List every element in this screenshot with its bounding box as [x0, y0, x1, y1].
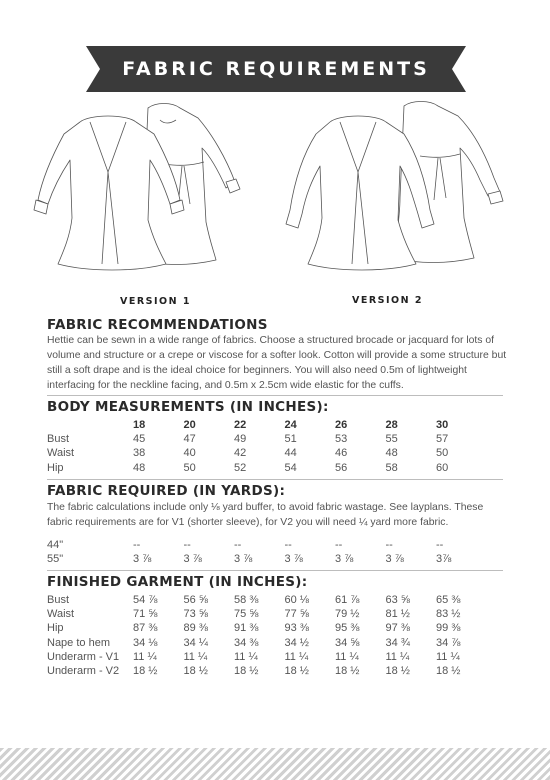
- row-label: Hip: [47, 622, 64, 635]
- table-cell: 44: [284, 447, 297, 460]
- table-cell: 38: [133, 447, 146, 460]
- row-label: Waist: [47, 608, 75, 621]
- row-label: Underarm - V2: [47, 665, 120, 678]
- finished-garment-table: [47, 593, 487, 678]
- table-row: [47, 432, 487, 446]
- size-header-row: [47, 418, 487, 432]
- table-cell: 47: [183, 433, 196, 446]
- table-cell: 34 ⅛: [133, 636, 158, 649]
- divider: [47, 570, 503, 571]
- divider: [47, 395, 503, 396]
- table-cell: 11 ¼: [284, 650, 309, 663]
- size-header: 22: [234, 419, 247, 432]
- table-cell: --: [234, 539, 242, 552]
- table-cell: 56 ⅝: [183, 594, 208, 607]
- table-row: [47, 664, 487, 678]
- table-cell: 71 ⅝: [133, 608, 158, 621]
- table-cell: 54 ⅞: [133, 594, 158, 607]
- row-label: Waist: [47, 447, 75, 460]
- table-cell: 11 ¼: [385, 650, 410, 663]
- table-cell: 63 ⅝: [385, 594, 410, 607]
- table-cell: 3 ⅞: [284, 553, 303, 566]
- size-header: 18: [133, 419, 146, 432]
- table-cell: 18 ½: [436, 665, 461, 678]
- table-cell: 65 ⅜: [436, 594, 461, 607]
- table-cell: 18 ½: [234, 665, 259, 678]
- table-cell: 34 ½: [284, 636, 309, 649]
- table-cell: 11 ¼: [183, 650, 208, 663]
- table-cell: 42: [234, 447, 247, 460]
- size-header: 28: [385, 419, 398, 432]
- row-label: 44": [47, 539, 64, 552]
- row-label: Nape to hem: [47, 636, 110, 649]
- table-row: [47, 461, 487, 475]
- table-cell: 51: [284, 433, 297, 446]
- table-cell: 52: [234, 461, 247, 474]
- table-cell: --: [436, 539, 444, 552]
- table-cell: 87 ⅜: [133, 622, 158, 635]
- table-row: [47, 636, 487, 650]
- table-cell: 34 ¾: [385, 636, 410, 649]
- table-cell: 45: [133, 433, 146, 446]
- table-row: [47, 446, 487, 460]
- table-cell: 97 ⅜: [385, 622, 410, 635]
- fabric-required-table: [47, 538, 487, 566]
- table-cell: 18 ½: [335, 665, 360, 678]
- table-cell: 40: [183, 447, 196, 460]
- table-cell: --: [385, 539, 393, 552]
- fabric-recommendations-text: Hettie can be sewn in a wide range of fabrics. Choose a structured brocade or jacquard for lots of volume and structure or a crepe or viscose for a softer look. Cotton will provide a some structure but still a soft drape and is the ideal choice for beginners. You will also need 0.5m of lightweight interfacing for the neckline facing, and 0.5m x 2.5cm wide elastic for the cuffs.: [47, 335, 507, 391]
- version-1-label: VERSION 1: [120, 296, 191, 307]
- table-cell: 79 ½: [335, 608, 360, 621]
- table-row: [47, 607, 487, 621]
- row-label: Bust: [47, 433, 70, 446]
- finished-garment-title: FINISHED GARMENT (IN INCHES):: [47, 574, 308, 590]
- table-cell: 50: [436, 447, 449, 460]
- table-cell: 99 ⅜: [436, 622, 461, 635]
- table-cell: --: [284, 539, 292, 552]
- row-label: 55": [47, 553, 64, 566]
- table-cell: 34 ⅞: [436, 636, 461, 649]
- row-label: Bust: [47, 594, 70, 607]
- table-cell: 57: [436, 433, 449, 446]
- table-cell: 54: [284, 461, 297, 474]
- table-cell: 73 ⅝: [183, 608, 208, 621]
- table-cell: --: [335, 539, 343, 552]
- table-cell: 58 ⅜: [234, 594, 259, 607]
- table-cell: 3⅞: [436, 553, 452, 566]
- table-cell: 34 ⅝: [335, 636, 360, 649]
- table-row: [47, 538, 487, 552]
- table-cell: 58: [385, 461, 398, 474]
- table-cell: 89 ⅜: [183, 622, 208, 635]
- table-cell: 3 ⅞: [133, 553, 152, 566]
- divider: [47, 479, 503, 480]
- table-cell: 34 ⅜: [234, 636, 259, 649]
- table-cell: 48: [133, 461, 146, 474]
- table-cell: 3 ⅞: [183, 553, 202, 566]
- table-cell: 81 ½: [385, 608, 410, 621]
- size-header: 24: [284, 419, 297, 432]
- table-cell: 53: [335, 433, 348, 446]
- table-cell: 11 ¼: [133, 650, 157, 663]
- table-cell: 18 ½: [284, 665, 309, 678]
- table-cell: 18 ½: [385, 665, 410, 678]
- table-cell: 3 ⅞: [234, 553, 253, 566]
- body-measurements-title: BODY MEASUREMENTS (IN INCHES):: [47, 399, 329, 415]
- size-header: 30: [436, 419, 449, 432]
- table-cell: 11 ¼: [335, 650, 359, 663]
- fabric-recommendations-title: FABRIC RECOMMENDATIONS: [47, 317, 268, 333]
- table-cell: 60: [436, 461, 449, 474]
- table-cell: --: [183, 539, 191, 552]
- garment-illustrations: [30, 100, 520, 290]
- table-row: [47, 593, 487, 607]
- row-label: Hip: [47, 461, 64, 474]
- title-banner: [86, 46, 466, 92]
- size-header: 20: [183, 419, 196, 432]
- striped-footer-band: [0, 748, 550, 780]
- table-row: [47, 552, 487, 566]
- table-cell: 48: [385, 447, 398, 460]
- table-cell: --: [133, 539, 141, 552]
- table-cell: 50: [183, 461, 196, 474]
- table-cell: 34 ¼: [183, 636, 208, 649]
- version-2-label: VERSION 2: [352, 295, 423, 306]
- table-cell: 46: [335, 447, 348, 460]
- table-cell: [47, 418, 133, 432]
- table-cell: 11 ¼: [234, 650, 258, 663]
- table-cell: 60 ⅛: [284, 594, 309, 607]
- table-cell: 91 ⅜: [234, 622, 259, 635]
- table-cell: 56: [335, 461, 348, 474]
- row-label: Underarm - V1: [47, 650, 120, 663]
- page-title: FABRIC REQUIREMENTS: [122, 58, 430, 80]
- fabric-required-title: FABRIC REQUIRED (IN YARDS):: [47, 483, 286, 499]
- table-cell: 75 ⅝: [234, 608, 259, 621]
- table-cell: 77 ⅝: [284, 608, 309, 621]
- table-cell: 49: [234, 433, 247, 446]
- size-header: 26: [335, 419, 348, 432]
- table-cell: 3 ⅞: [385, 553, 404, 566]
- table-cell: 18 ½: [133, 665, 158, 678]
- table-cell: 95 ⅜: [335, 622, 360, 635]
- table-cell: 11 ¼: [436, 650, 460, 663]
- table-row: [47, 650, 487, 664]
- table-cell: 55: [385, 433, 398, 446]
- table-cell: 93 ⅜: [284, 622, 309, 635]
- table-row: [47, 621, 487, 635]
- table-cell: 18 ½: [183, 665, 208, 678]
- fabric-required-note: The fabric calculations include only ⅛ yard buffer, to avoid fabric wastage. See layplans. These fabric requirements are for V1 (shorter sleeve), for V2 you will need ¼ yard more fabric.: [47, 502, 484, 528]
- table-cell: 3 ⅞: [335, 553, 354, 566]
- table-cell: 61 ⅞: [335, 594, 360, 607]
- table-cell: 83 ½: [436, 608, 461, 621]
- body-measurements-table: [47, 418, 487, 475]
